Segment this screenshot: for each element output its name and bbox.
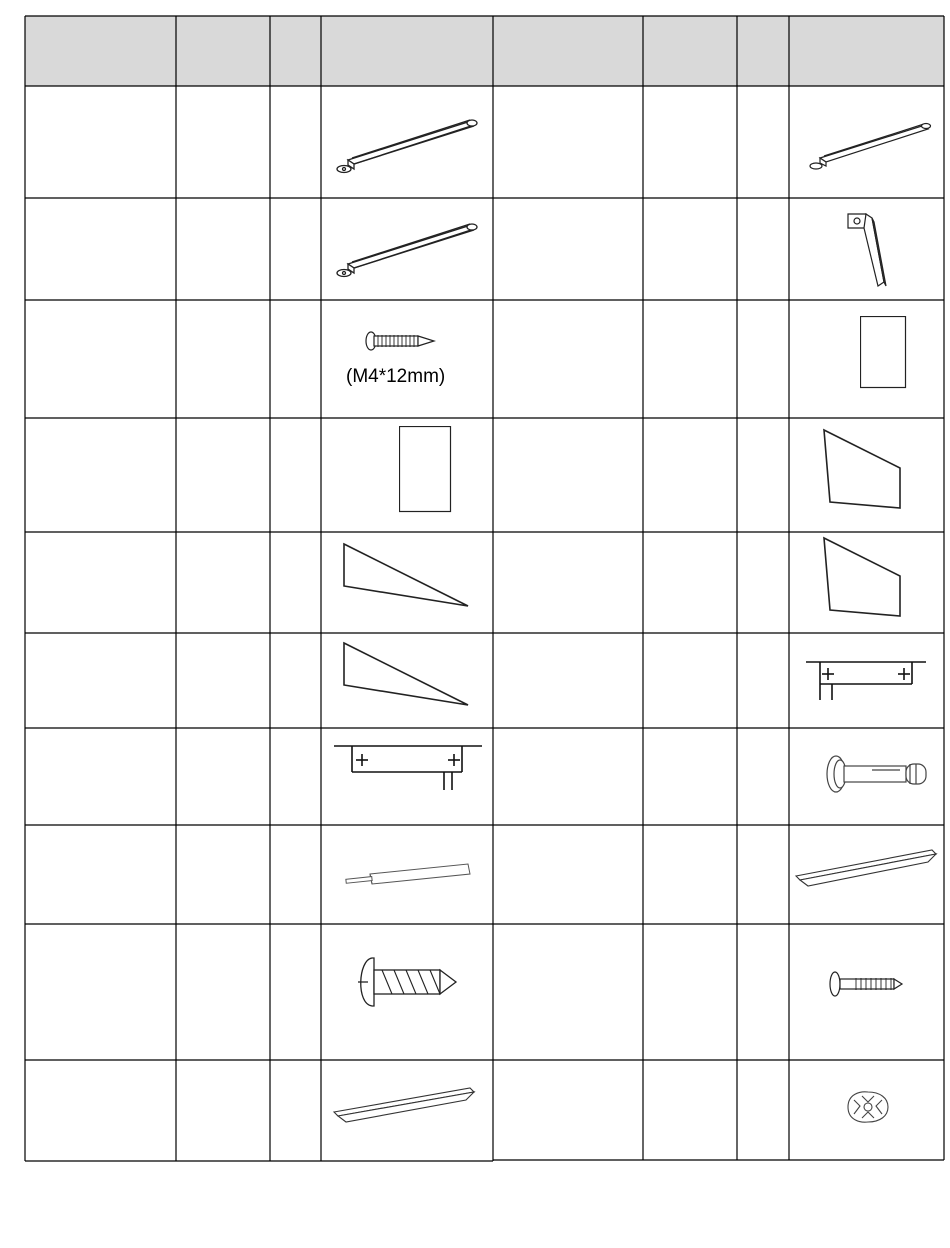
- panel-rect-icon: [860, 316, 907, 389]
- l-bracket-icon: [844, 210, 890, 292]
- panel-rect-icon: [399, 426, 452, 513]
- triangle-panel-icon: [340, 641, 472, 709]
- trapezoid-panel-icon: [820, 428, 906, 512]
- trapezoid-panel-icon: [820, 536, 906, 620]
- mounting-plate-icon: [804, 656, 928, 702]
- self-tapping-screw-icon: [352, 954, 462, 1010]
- rod-icon: [342, 860, 474, 892]
- anchor-bolt-icon: [822, 752, 932, 798]
- short-bracket-bar-icon: [806, 118, 934, 174]
- wall-plug-icon: [842, 1088, 894, 1126]
- mounting-plate-icon: [332, 740, 484, 792]
- angle-rail-icon: [792, 846, 940, 888]
- triangle-panel-icon: [340, 542, 472, 610]
- small-screw-icon: [826, 968, 906, 1002]
- screw-spec-label: (M4*12mm): [346, 366, 446, 387]
- long-bracket-bar-icon: [330, 216, 480, 286]
- angle-rail-icon: [330, 1084, 478, 1124]
- long-bracket-bar-icon: [330, 112, 480, 182]
- screw-icon: [362, 328, 442, 356]
